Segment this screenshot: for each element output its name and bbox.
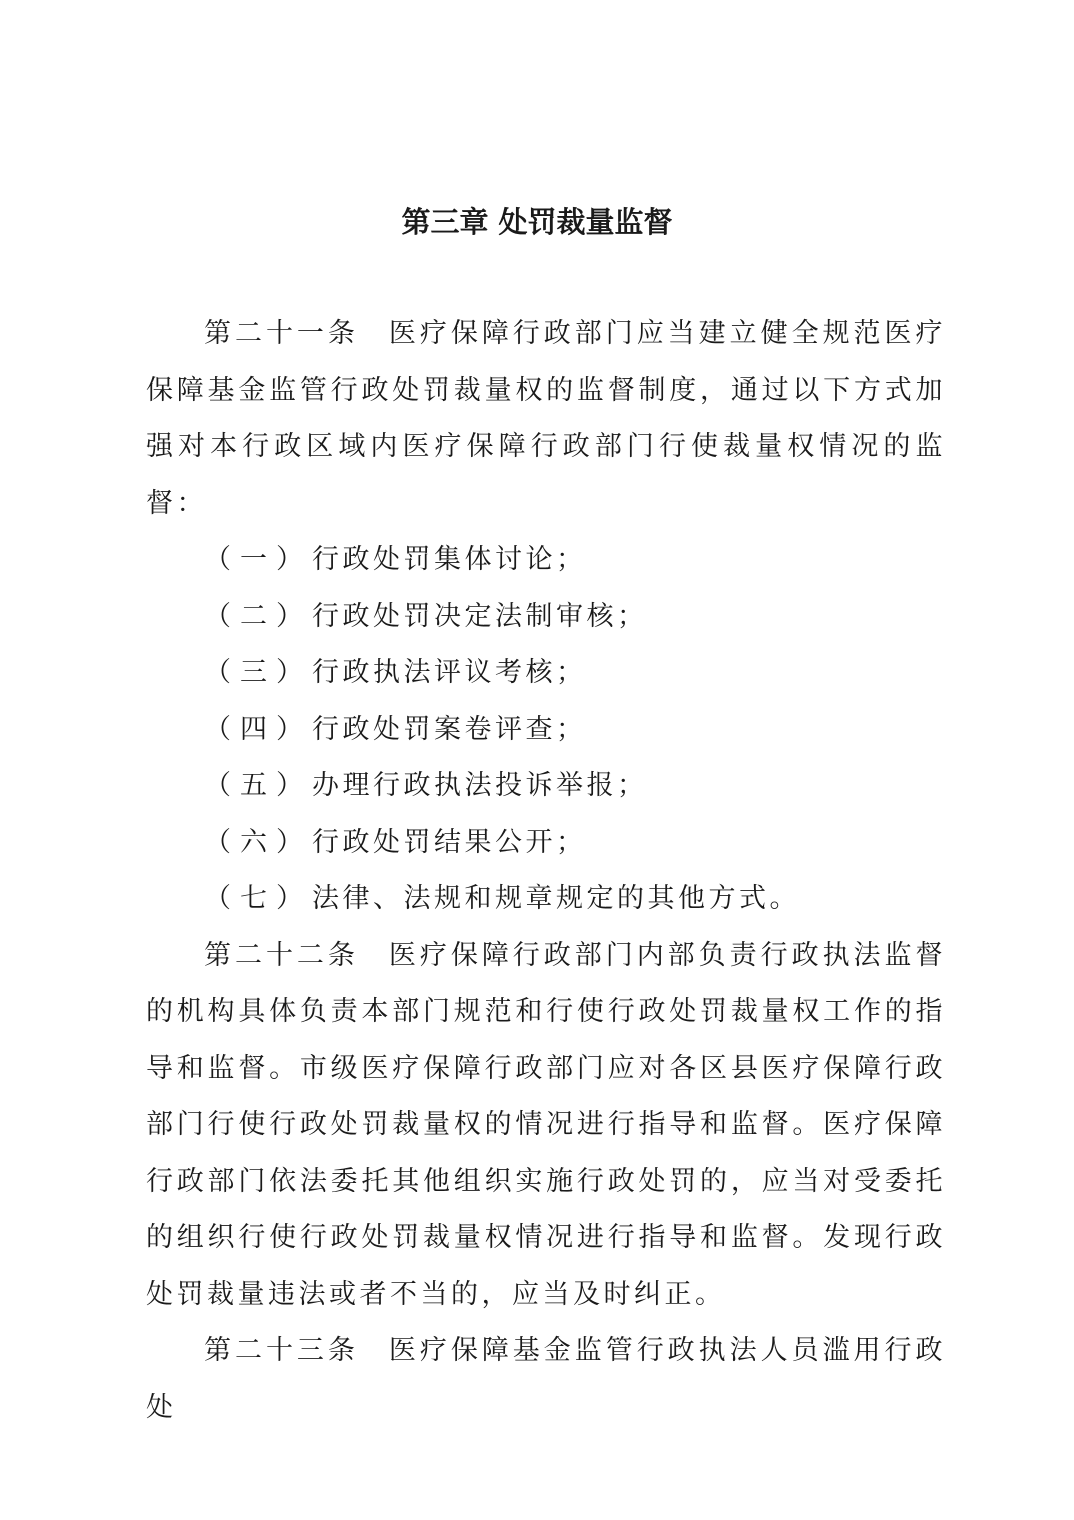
article-text: 医疗保障行政部门内部负责行政执法监督的机构具体负责本部门规范和行使行政处罚裁量权工作的指导和监督。市级医疗保障行政部门应对各区县医疗保障行政部门行使行政处罚裁量权的情况进行指导和监督。医疗保障行政部门依法委托其他组织实施行政处罚的，应当对受委托的组织行使行政处罚裁量权情况进行指导和监督。发现行政处罚裁量违法或者不当的，应当及时纠正。: [146, 939, 947, 1310]
list-item: [146, 589, 946, 646]
article-text: 医疗保障基金监管行政执法人员滥用行政处: [146, 1335, 947, 1423]
chapter-title: 第三章 处罚裁量监督: [401, 205, 673, 239]
list-marker: （三）: [204, 657, 312, 688]
list-text: 办理行政执法投诉举报；: [312, 770, 648, 801]
list-item: [146, 645, 946, 702]
list-text: 法律、法规和规章规定的其他方式。: [312, 883, 800, 914]
article-number: 第二十三条: [204, 1335, 359, 1366]
list-text: 行政处罚案卷评查；: [312, 713, 587, 745]
list-marker: （一）: [204, 544, 312, 575]
article-number: 第二十一条: [204, 318, 359, 349]
list-item: [146, 815, 946, 872]
list-item: [146, 871, 946, 928]
list-marker: （二）: [204, 600, 312, 632]
document-body: [146, 306, 946, 1436]
list-item: [146, 702, 946, 759]
article-number: 第二十二条: [204, 939, 359, 971]
list-marker: （七）: [204, 883, 312, 914]
list-item: [146, 758, 946, 815]
list-text: 行政处罚结果公开；: [312, 826, 587, 858]
list-item: [146, 532, 946, 589]
list-text: 行政执法评议考核；: [312, 657, 587, 688]
article-23: [146, 1323, 946, 1436]
article-22: [146, 928, 946, 1324]
list-marker: （六）: [204, 826, 312, 858]
list-text: 行政处罚决定法制审核；: [312, 600, 648, 632]
list-text: 行政处罚集体讨论；: [312, 544, 587, 575]
article-text: 医疗保障行政部门应当建立健全规范医疗保障基金监管行政处罚裁量权的监督制度，通过以下方式加强对本行政区域内医疗保障行政部门行使裁量权情况的监督：: [146, 318, 947, 519]
list-marker: （五）: [204, 770, 312, 801]
list-marker: （四）: [204, 713, 312, 745]
article-21: [146, 306, 946, 532]
